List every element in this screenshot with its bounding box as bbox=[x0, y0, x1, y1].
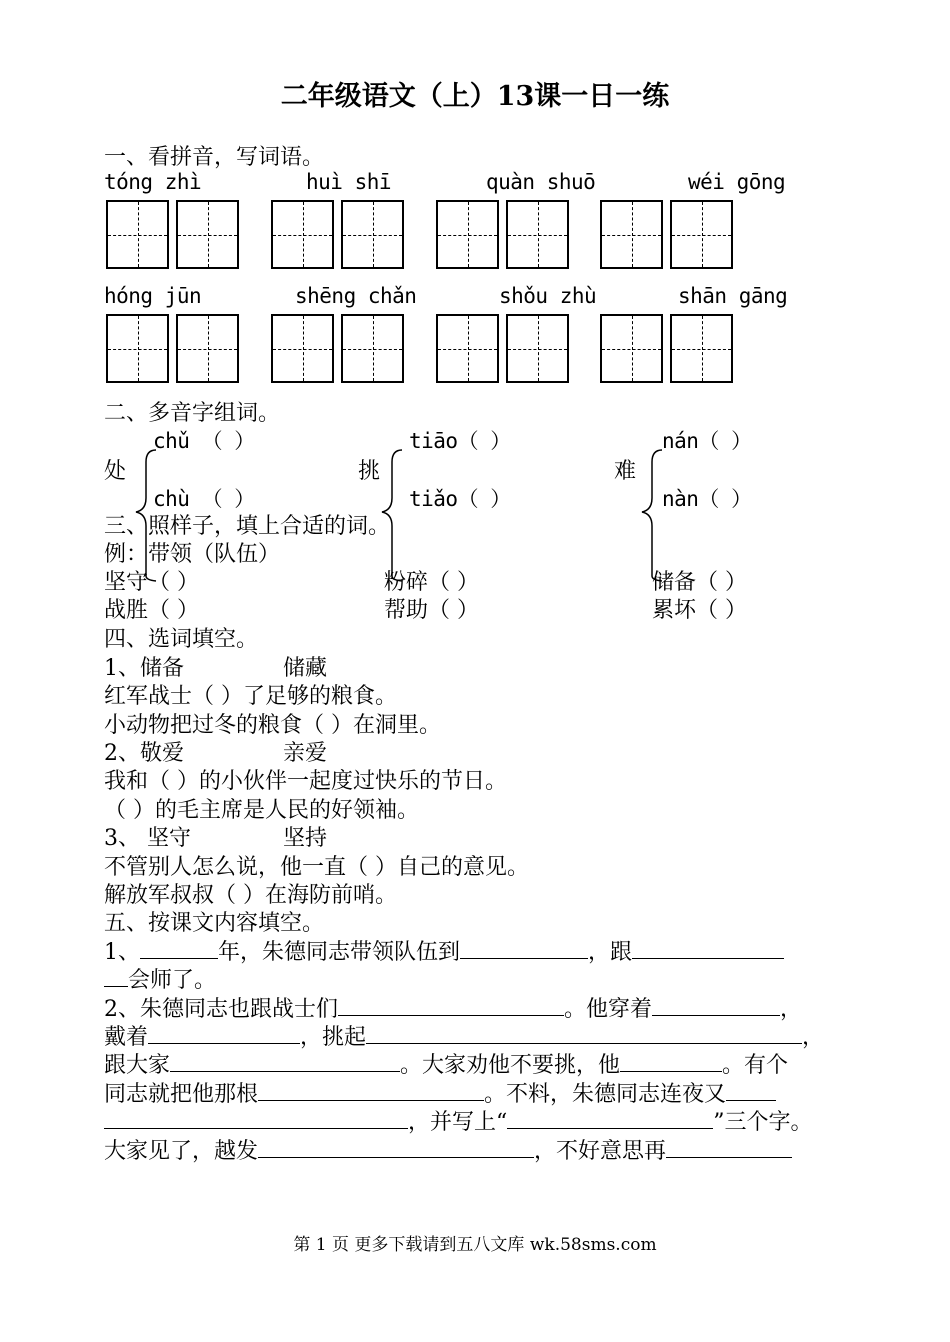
poly-3-top: nán（ ） bbox=[662, 429, 752, 453]
q3-word-b: 坚持 bbox=[283, 826, 328, 851]
fill-blank[interactable] bbox=[726, 1078, 776, 1101]
writing-box[interactable] bbox=[670, 200, 733, 269]
word-blank-6: 累坏（ ） bbox=[652, 598, 747, 623]
fill-text: 跟大家 bbox=[104, 1053, 171, 1078]
fill-text: ，挑起 bbox=[300, 1025, 367, 1050]
q2-word-a: 2、敬爱 bbox=[104, 741, 184, 766]
pinyin-3: quàn shuō bbox=[486, 170, 596, 194]
pinyin-8: shān gāng bbox=[678, 284, 788, 308]
page-title: 二年级语文（上）13课一日一练 bbox=[280, 81, 670, 112]
fill-text: ”三个字。 bbox=[713, 1110, 813, 1135]
writing-box[interactable] bbox=[106, 314, 169, 383]
writing-box[interactable] bbox=[670, 314, 733, 383]
fill-text: ，并写上“ bbox=[408, 1110, 508, 1135]
fill-blank[interactable] bbox=[148, 1021, 300, 1044]
fill-blank[interactable] bbox=[366, 1021, 802, 1044]
writing-box[interactable] bbox=[506, 200, 569, 269]
word-blank-2: 粉碎（ ） bbox=[384, 570, 479, 595]
q2-word-b: 亲爱 bbox=[283, 741, 328, 766]
fill-text: 。他穿着 bbox=[564, 997, 653, 1022]
fill-text: ， bbox=[780, 997, 803, 1022]
writing-box[interactable] bbox=[341, 314, 404, 383]
q1-word-b: 储藏 bbox=[283, 656, 328, 681]
fill-text: 戴着 bbox=[104, 1025, 149, 1050]
fill-blank[interactable] bbox=[338, 993, 564, 1016]
section-5-heading: 五、按课文内容填空。 bbox=[104, 911, 325, 936]
poly-3-char: 难 bbox=[614, 459, 637, 484]
fill-text: 会师了。 bbox=[128, 968, 217, 993]
brace-3 bbox=[640, 448, 666, 582]
word-blank-1: 坚守（ ） bbox=[104, 570, 199, 595]
fill-blank[interactable] bbox=[507, 1106, 713, 1129]
section-1-heading: 一、看拼音，写词语。 bbox=[104, 145, 325, 170]
pinyin-1: tóng zhì bbox=[104, 170, 202, 194]
writing-box[interactable] bbox=[271, 200, 334, 269]
poly-1-char: 处 bbox=[104, 459, 127, 484]
pinyin-5: hóng jūn bbox=[104, 284, 202, 308]
pinyin-4: wéi gōng bbox=[688, 170, 786, 194]
q3-word-a: 3、 坚守 bbox=[104, 826, 191, 851]
q3-sentence-b: 解放军叔叔（ ）在海防前哨。 bbox=[104, 883, 397, 908]
poly-1-top: chǔ （ ） bbox=[153, 429, 255, 453]
q1-sentence-b: 小动物把过冬的粮食（ ）在洞里。 bbox=[104, 713, 441, 738]
fill-line-7 bbox=[104, 1105, 813, 1136]
fill-line-8 bbox=[104, 1134, 792, 1165]
writing-box[interactable] bbox=[176, 314, 239, 383]
poly-2-char: 挑 bbox=[358, 459, 381, 484]
writing-box[interactable] bbox=[436, 314, 499, 383]
fill-line-6 bbox=[104, 1077, 776, 1108]
poly-2-bottom: tiǎo（ ） bbox=[409, 487, 511, 511]
word-blank-4: 战胜（ ） bbox=[104, 598, 199, 623]
fill-text: 同志就把他那根 bbox=[104, 1082, 259, 1107]
poly-1-bottom: chù （ ） bbox=[153, 487, 255, 511]
fill-blank[interactable] bbox=[632, 936, 784, 959]
fill-blank[interactable] bbox=[140, 936, 218, 959]
fill-line-2 bbox=[104, 963, 216, 994]
fill-line-4 bbox=[104, 1020, 824, 1051]
pinyin-6: shēng chǎn bbox=[295, 284, 417, 308]
fill-text: ，不好意思再 bbox=[534, 1139, 667, 1164]
fill-text: 2、朱德同志也跟战士们 bbox=[104, 997, 338, 1022]
q1-word-a: 1、储备 bbox=[104, 656, 184, 681]
fill-text: ， bbox=[802, 1025, 825, 1050]
fill-line-5 bbox=[104, 1048, 788, 1079]
fill-blank[interactable] bbox=[104, 964, 128, 987]
page-footer: 第 1 页 更多下载请到五八文库 wk.58sms.com bbox=[293, 1235, 657, 1255]
poly-2-top: tiāo（ ） bbox=[409, 429, 511, 453]
fill-blank[interactable] bbox=[666, 1135, 792, 1158]
fill-text: ，跟 bbox=[588, 940, 633, 965]
section-4-heading: 四、选词填空。 bbox=[104, 627, 259, 652]
writing-box[interactable] bbox=[341, 200, 404, 269]
fill-text: 年，朱德同志带领队伍到 bbox=[218, 940, 461, 965]
example-text: 例：带领（队伍） bbox=[104, 542, 281, 567]
q2-sentence-b: （ ）的毛主席是人民的好领袖。 bbox=[104, 798, 419, 823]
writing-box[interactable] bbox=[436, 200, 499, 269]
pinyin-2: huì shī bbox=[306, 170, 392, 194]
fill-line-3 bbox=[104, 992, 802, 1023]
writing-box[interactable] bbox=[176, 200, 239, 269]
fill-text: 大家见了，越发 bbox=[104, 1139, 259, 1164]
poly-3-bottom: nàn（ ） bbox=[662, 487, 752, 511]
fill-text: 。有个 bbox=[722, 1053, 789, 1078]
fill-blank[interactable] bbox=[460, 936, 588, 959]
word-blank-5: 帮助（ ） bbox=[384, 598, 479, 623]
fill-line-1 bbox=[104, 935, 784, 966]
writing-box[interactable] bbox=[506, 314, 569, 383]
q1-sentence-a: 红军战士（ ）了足够的粮食。 bbox=[104, 684, 397, 709]
fill-blank[interactable] bbox=[170, 1049, 400, 1072]
section-2-heading: 二、多音字组词。 bbox=[104, 401, 281, 426]
fill-text: 。不料，朱德同志连夜又 bbox=[484, 1082, 727, 1107]
fill-blank[interactable] bbox=[620, 1049, 722, 1072]
fill-text: 。大家劝他不要挑，他 bbox=[400, 1053, 621, 1078]
fill-blank[interactable] bbox=[258, 1078, 484, 1101]
writing-box[interactable] bbox=[600, 314, 663, 383]
fill-blank[interactable] bbox=[258, 1135, 534, 1158]
pinyin-7: shǒu zhù bbox=[499, 284, 597, 308]
q2-sentence-a: 我和（ ）的小伙伴一起度过快乐的节日。 bbox=[104, 769, 507, 794]
q3-sentence-a: 不管别人怎么说，他一直（ ）自己的意见。 bbox=[104, 855, 529, 880]
writing-box[interactable] bbox=[106, 200, 169, 269]
writing-box[interactable] bbox=[600, 200, 663, 269]
fill-text: 1、 bbox=[104, 940, 140, 965]
fill-blank[interactable] bbox=[104, 1106, 408, 1129]
word-blank-3: 储备（ ） bbox=[652, 570, 747, 595]
section-3-heading: 三、照样子，填上合适的词。 bbox=[104, 514, 391, 539]
writing-box[interactable] bbox=[271, 314, 334, 383]
fill-blank[interactable] bbox=[652, 993, 780, 1016]
